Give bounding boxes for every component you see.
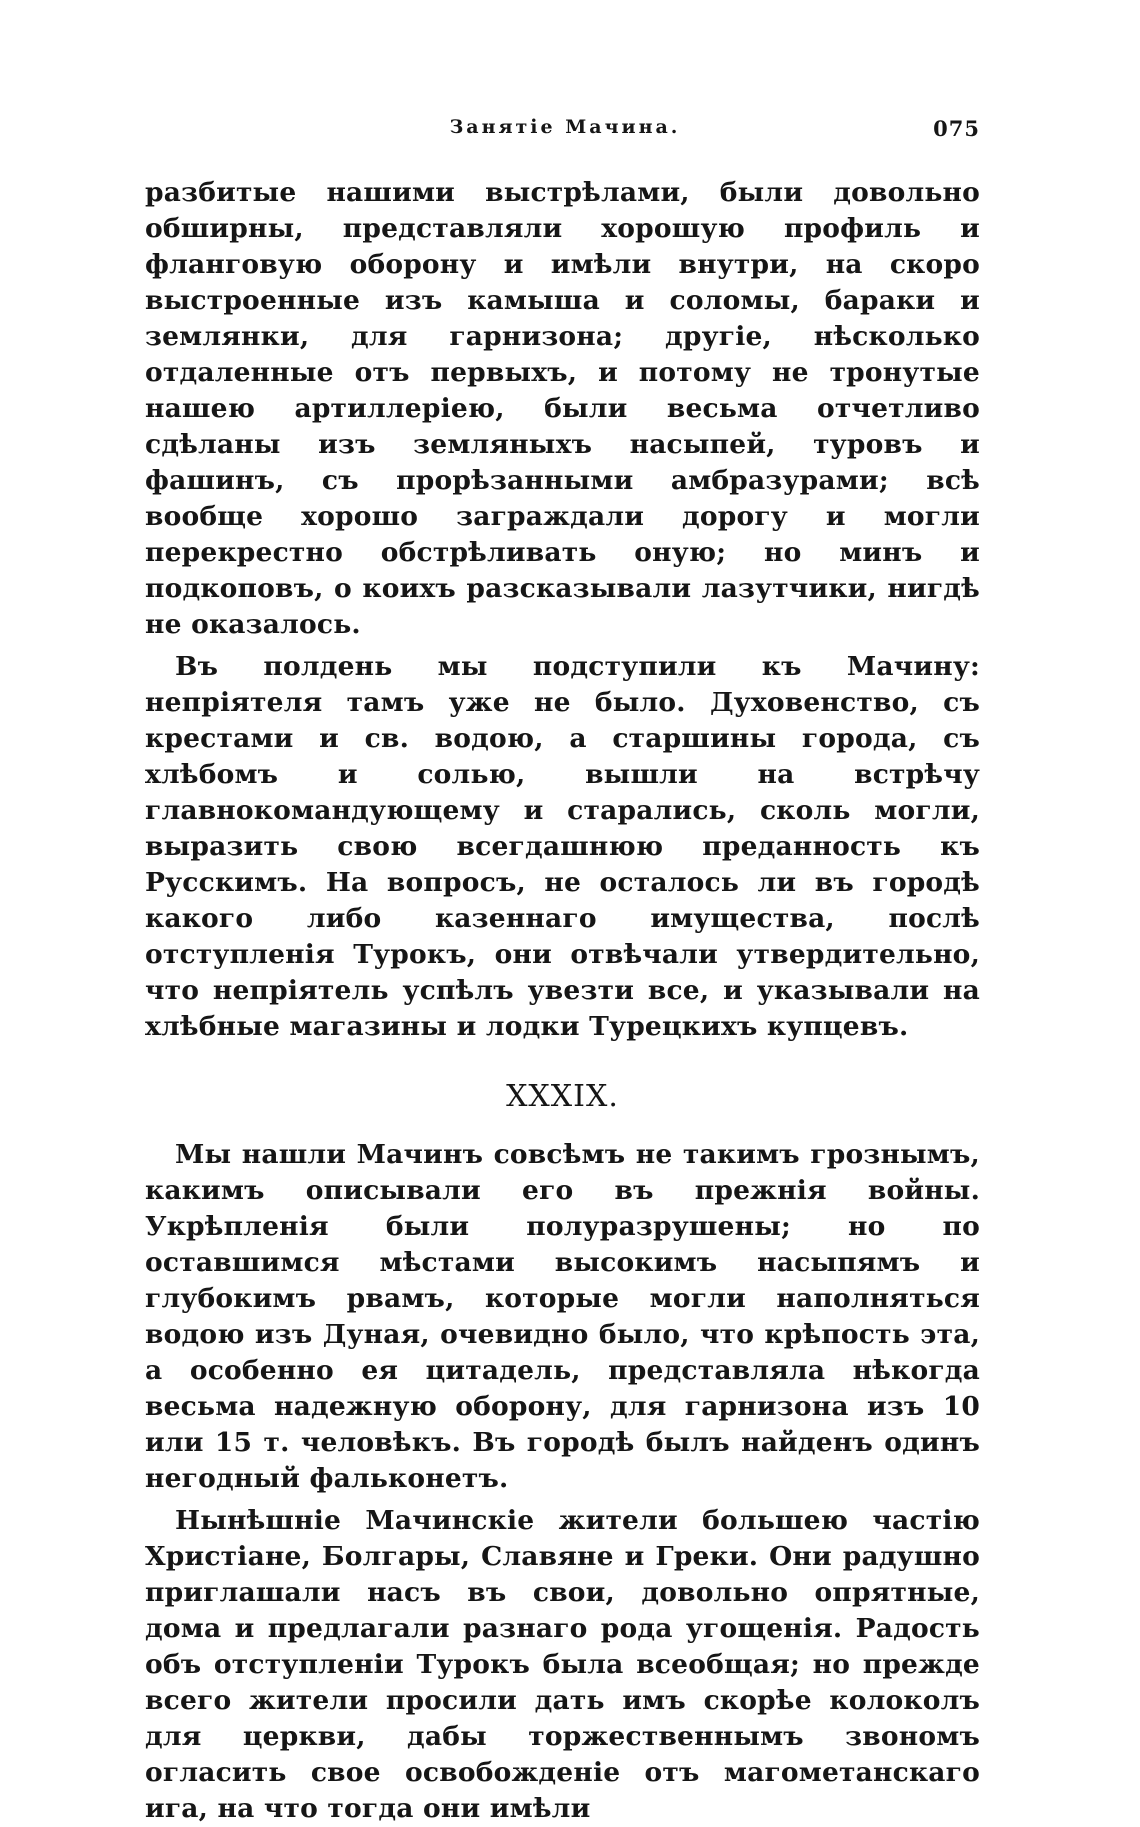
paragraph-2: Въ полдень мы подступили къ Мачину: непріятеля тамъ уже не было. Духовенство, съ крестами и св. водою, а старшины города, съ хлѣбомъ и солью, вышли на встрѣчу главнокомандующему и старались, сколь могли, выразить свою всегдашнюю преданность къ Русскимъ. На вопросъ, не осталось ли въ городѣ какого либо казеннаго имущества, послѣ отступленія Турокъ, они отвѣчали утвердительно, что непріятель успѣлъ увезти все, и указывали на хлѣбные магазины и лодки Турецкихъ купцевъ. — [145, 651, 980, 1042]
section-heading: XXXIX. — [506, 1079, 619, 1114]
running-title: Занятіе Мачина. — [449, 116, 681, 138]
paragraph-1: разбитые нашими выстрѣлами, были довольно обширны, представляли хорошую профиль и фланговую оборону и имѣли внутри, на скоро выстроенные изъ камыша и соломы, бараки и землянки, для гарнизона; другіе, нѣсколько отдаленные отъ первыхъ, и потому не тронутые нашею артиллеріею, были весьма отчетливо сдѣланы изъ земляныхъ насыпей, туровъ и фашинъ, съ прорѣзанными амбразурами; всѣ вообще хорошо заграждали дорогу и могли перекрестно обстрѣливать оную; но минъ и подкоповъ, о коихъ разсказывали лазутчики, нигдѣ не оказалось. — [145, 177, 980, 640]
paragraph-4: Нынѣшніе Мачинскіе жители большею частію Христіане, Болгары, Славяне и Греки. Они радушно приглашали насъ въ свои, довольно опрятные, дома и предлагали разнаго рода угощенія. Радость объ отступленіи Турокъ была всеобщая; но прежде всего жители просили дать имъ скорѣе колоколъ для церкви, дабы торжественнымъ звономъ огласить свое освобожденіе отъ магометанскаго ига, на что тогда они имѣли — [145, 1505, 980, 1824]
page-number: 075 — [933, 116, 980, 141]
running-head — [150, 116, 980, 148]
body-text — [145, 175, 980, 1827]
paragraph-3: Мы нашли Мачинъ совсѣмъ не такимъ грознымъ, какимъ описывали его въ прежнія войны. Укрѣпленія были полуразрушены; но по оставшимся мѣстами высокимъ насыпямъ и глубокимъ рвамъ, которые могли наполняться водою изъ Дуная, очевидно было, что крѣпость эта, а особенно ея цитадель, представляла нѣкогда весьма надежную оборону, для гарнизона изъ 10 или 15 т. человѣкъ. Въ городѣ былъ найденъ одинъ негодный фальконетъ. — [145, 1139, 980, 1494]
